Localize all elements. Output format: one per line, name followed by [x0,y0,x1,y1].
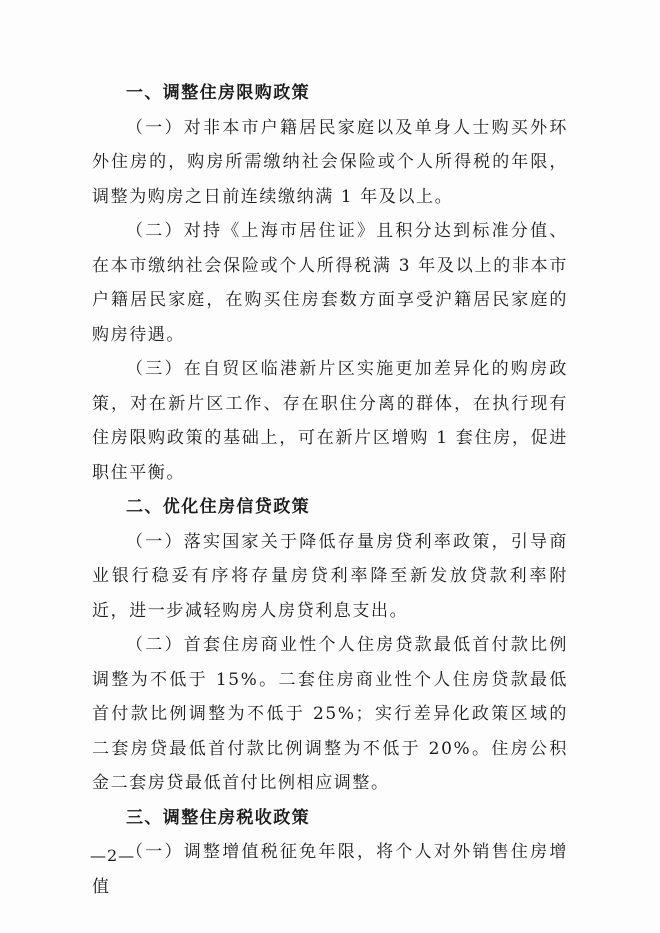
paragraph: （一）调整增值税征免年限，将个人对外销售住房增值 [92,842,568,897]
page-number: —2— [90,846,136,865]
paragraph: （二）首套住房商业性个人住房贷款最低首付款比例调整为不低于 15%。二套住房商业性个人住房贷款最低首付款比例调整为不低于 25%；实行差异化政策区域的二套房贷最低首付款比例调整为不低于 20%。住房公积金二套房贷最低首付比例相应调整。 [92,635,568,793]
section-tax-policy [92,801,568,905]
document-body [92,76,568,904]
paragraph: （一）对非本市户籍居民家庭以及单身人士购买外环外住房的，购房所需缴纳社会保险或个人所得税的年限，调整为购房之日前连续缴纳满 1 年及以上。 [92,117,568,207]
section-credit-policy [92,490,568,801]
section-heading: 三、调整住房税收政策 [126,807,310,828]
paragraph: （一）落实国家关于降低存量房贷利率政策，引导商业银行稳妥有序将存量房贷利率降至新发放贷款利率附近，进一步减轻购房人房贷利息支出。 [92,531,568,621]
paragraph: （三）在自贸区临港新片区实施更加差异化的购房政策，对在新片区工作、存在职住分离的群体，在执行现有住房限购政策的基础上，可在新片区增购 1 套住房，促进职住平衡。 [92,359,568,483]
section-heading: 一、调整住房限购政策 [126,83,310,103]
paragraph: （二）对持《上海市居住证》且积分达到标准分值、在本市缴纳社会保险或个人所得税满 3 年及以上的非本市户籍居民家庭，在购买住房套数方面享受沪籍居民家庭的购房待遇。 [92,221,568,345]
section-heading: 二、优化住房信贷政策 [126,497,310,517]
section-purchase-restriction [92,76,568,490]
